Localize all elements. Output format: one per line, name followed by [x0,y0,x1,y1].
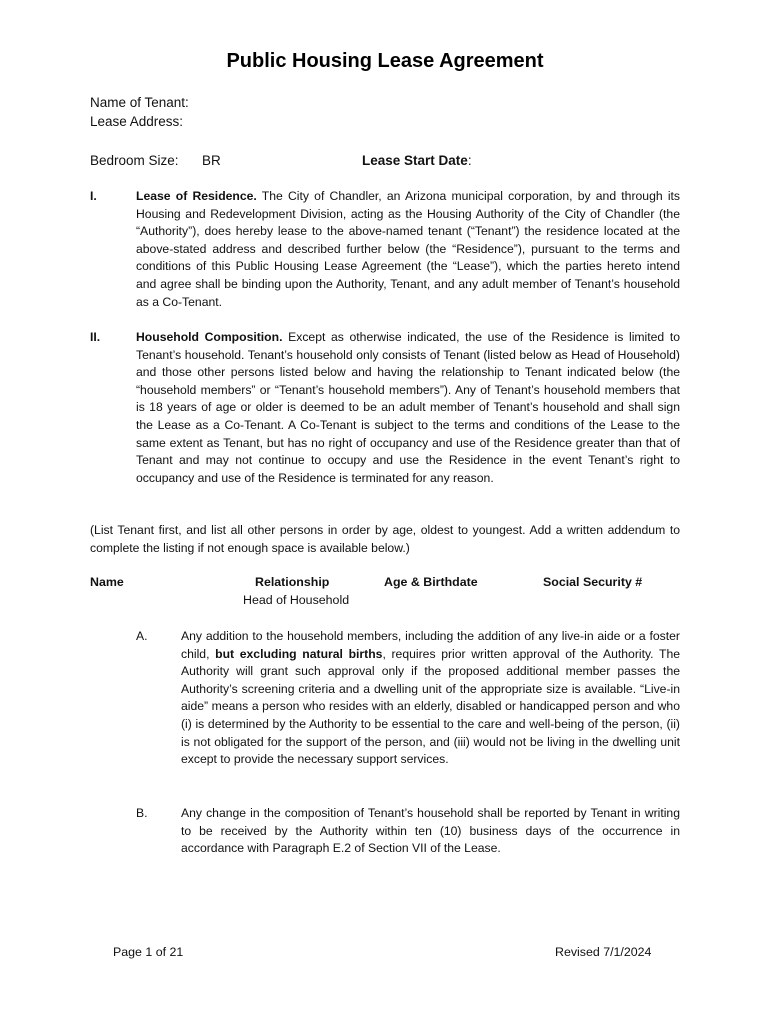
subsection-text-before: Any addition to the household members, including the addition of any live-in aide or a foster child, [181,629,680,661]
table-header-name: Name [90,575,124,589]
table-cell-head-of-household: Head of Household [243,593,350,607]
table-header-age-birthdate: Age & Birthdate [384,575,478,589]
section-text: Except as otherwise indicated, the use of the Residence is limited to Tenant’s household. Tenant’s household only consists of Tenant (listed below as Head of Household) and those other persons listed below and having the relationship to Tenant indicated below (the “household members” or “Tenant’s household members”). Any of Tenant’s household members that is 18 years of age or older is deemed to be an adult member of Tenant’s household and shall sign the Lease as a Co-Tenant. A Co-Tenant is subject to the terms and conditions of the Lease to the same extent as Tenant, but has no right of occupancy and use of the Residence greater than that of Tenant and may not continue to occupy and use the Residence in the event Tenant’s right to occupancy and use of the Residence is terminated for any reason. [136,330,680,485]
subsection-b [136,805,680,861]
section-number: II. [90,330,101,344]
section-text: The City of Chandler, an Arizona municipal corporation, by and through its Housing and Redevelopment Division, acting as the Housing Authority of the City of Chandler (the “Authority”), does hereby lease to the above-named tenant (“Tenant”) the residence located at the above-stated address and described further below (the “Residence”), pursuant to the terms and conditions of this Public Housing Lease Agreement (the “Lease”), which the parties hereto intend and agree shall be binding upon the Authority, Tenant, and any adult member of Tenant’s household as a Co-Tenant. [136,189,681,309]
section-lease-of-residence [90,188,680,314]
section-body [136,329,680,487]
revision-date: Revised 7/1/2024 [555,945,652,959]
section-number: I. [90,189,97,203]
subsection-text-before: Any change in the composition of Tenant’s household shall be reported by Tenant in writing to be received by the Authority within ten (10) business days of the occurrence in accordance with Paragraph E.2 of Section VII of the Lease. [181,806,680,856]
subsection-body [181,628,680,769]
section-heading: Household Composition. [136,330,283,344]
subsection-emphasis: but excluding natural births [215,646,383,661]
bedroom-size-suffix: BR [202,153,221,168]
subsection-a [136,628,680,788]
subsection-text-after: , requires prior written approval of the Authority. The Authority will grant such approval only if the proposed additional member passes the Authority’s screening criteria and a dwelling unit of the appropriate size is available. “Live-in aide” means a person who resides with an elderly, disabled or handicapped person and who (i) is determined by the Authority to be essential to the care and well-being of the person, (ii) is not obligated for the support of the person, and (iii) would not be living in the dwelling unit except to provide the necessary support services. [181,646,681,767]
household-listing-instructions: (List Tenant first, and list all other persons in order by age, oldest to youngest. Add a written addendum to complete the listing if not enough space is available below.) [90,523,680,555]
section-heading: Lease of Residence. [136,189,257,203]
lease-start-date-colon: : [467,153,472,168]
lease-start-date-text: Lease Start Date [362,153,468,168]
bedroom-size-label: Bedroom Size: [90,153,179,168]
section-household-composition [90,329,680,509]
document-title: Public Housing Lease Agreement [226,50,544,72]
page-number: Page 1 of 21 [113,945,184,959]
table-header-relationship: Relationship [255,575,330,589]
lease-start-date-label [362,151,472,170]
subsection-letter: B. [136,806,148,820]
subsection-letter: A. [136,629,148,643]
table-header-social-security: Social Security # [543,575,643,589]
lease-address-label: Lease Address: [90,114,184,129]
subsection-body [181,805,680,858]
tenant-name-label: Name of Tenant: [90,95,189,110]
section-body [136,188,680,311]
